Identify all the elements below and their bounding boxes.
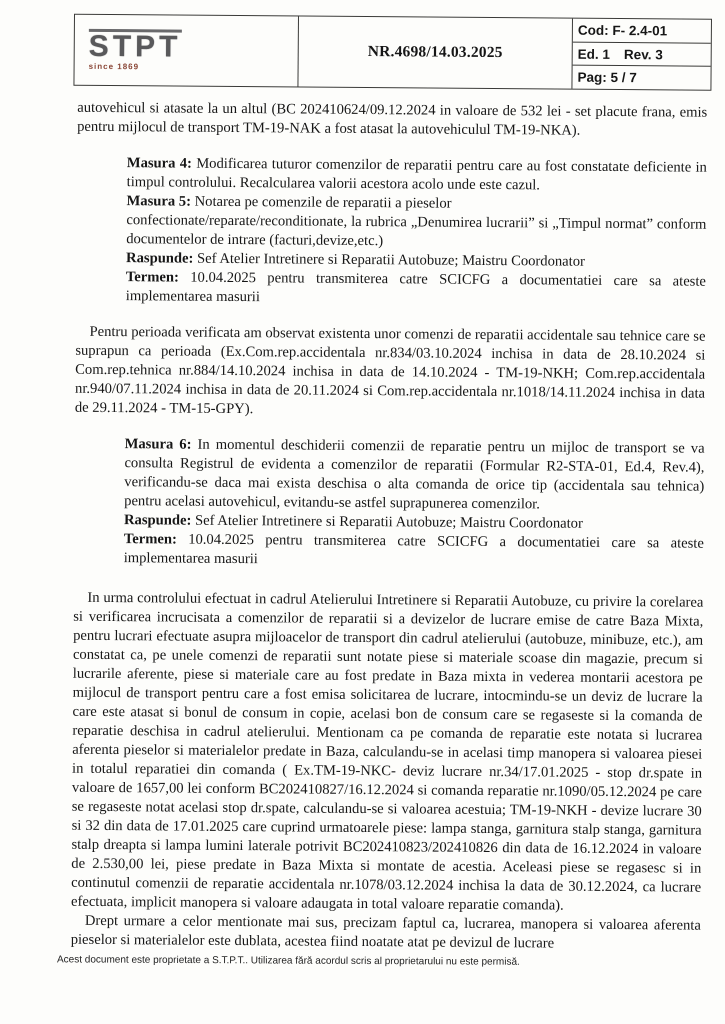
code-pag-value: Pag: 5 / 7 <box>577 69 637 86</box>
footer-disclaimer-text: Acest document este proprietate a S.T.P.T.. Utilizarea fără acordul scris al proprietarului nu este permisă. <box>56 954 520 968</box>
logo-cell <box>74 15 299 87</box>
logo-wordmark: STPT <box>88 29 182 64</box>
paragraph-overlapping-orders: Pentru perioada verificata am observat existenta unor comenzi de reparatii accidentale sau tehnice care se suprapun ca perioada (Ex.Com.rep.accidentala nr.834/03.10.2024 inchisa in data de 28.10.2024 si Com.rep.tehnica nr.884/14.10.2024 inchisa in data de 14.10.2024 - TM-19-NKH; Com.rep.accidentala nr.940/07.11.2024 inchisa in data de 20.11.2024 si Com.rep.accidentala nr.1018/14.11.2024 inchisa in data de 29.11.2024 - TM-15-GPY). <box>74 323 706 418</box>
code-line-cod <box>573 19 711 44</box>
paragraph-continuation: autovehicul si atasate la un altul (BC 202410624/09.12.2024 in valoare de 532 lei - set placute frana, emis pentru mijlocul de transport TM-19-NAK a fost atasat la autovehiculul TM-19-NKA). <box>77 99 708 139</box>
raspunde-text-1: Sef Atelier Intretinere si Reparatii Autobuze; Maistru Coordonator <box>197 250 585 270</box>
masura-6-line <box>124 435 705 516</box>
footer-note <box>57 954 697 968</box>
masura-4-label: Masura 4: <box>126 155 192 172</box>
code-cod-value: Cod: F- 2.4-01 <box>577 22 668 39</box>
masura-4-line <box>127 154 707 197</box>
masura-5-continuation: confectionate/reparate/reconditionate, la rubrica „Denumirea lucrarii” si „Timpul normat” conform documentelor de intrare (facturi,devize,etc.) <box>126 212 707 250</box>
termen-line-1 <box>126 268 706 311</box>
termen-text-1: 10.04.2025 pentru transmiterea catre SCICFG a documentatiei care sa ateste implementarea masurii <box>125 269 706 306</box>
masura-6-text: In momentul deschiderii comenzii de reparatie pentru un mijloc de transport se va consulta Registrul de evidenta a comenzilor de reparatii (Formular R2-STA-01, Ed.4, Rev.4), verificandu-se daca mai exista deschisa o alta comanda de orice tip (accidentala sau tehnica) pentru acelasi autovehicul, evitandu-se astfel suprapunerea comenzilor. <box>124 436 705 513</box>
measures-block-1 <box>126 154 707 311</box>
code-box <box>572 19 711 90</box>
raspunde-label-2: Raspunde: <box>123 512 192 529</box>
measures-block-2 <box>124 435 705 573</box>
masura-5-text: Notarea pe comenzile de reparatii a pieselor <box>194 193 452 212</box>
document-body <box>71 99 708 955</box>
document-number: NR.4698/14.03.2025 <box>367 43 503 62</box>
scanned-content <box>0 13 725 955</box>
code-ed-value: Ed. 1 <box>577 46 611 62</box>
termen-text-2: 10.04.2025 pentru transmiterea catre SCICFG a documentatiei care sa ateste implementarea masurii <box>123 531 704 568</box>
code-line-pag <box>572 66 710 90</box>
termen-line-2 <box>124 530 704 573</box>
masura-4-text: Modificarea tuturor comenzilor de reparatii pentru care au fost constatate deficiente in timpul controlului. Recalcularea valorii acestora acolo unde este cazul. <box>126 155 707 194</box>
paragraph-conclusion: Drept urmare a celor mentionate mai sus, precizam faptul ca, lucrarea, manopera si valoarea aferenta pieselor si materialelor este dublata, acestea fiind noatate atat pe devizul de lucrare <box>70 912 701 952</box>
stpt-logo <box>89 29 182 72</box>
doc-number-cell <box>298 17 573 89</box>
masura-5-label: Masura 5: <box>126 193 192 210</box>
code-line-ed-rev <box>573 42 711 67</box>
raspunde-label-1: Raspunde: <box>126 250 194 267</box>
termen-label-2: Termen: <box>123 531 177 548</box>
paragraph-control-findings: In urma controlului efectuat in cadrul Atelierului Intretinere si Reparatii Autobuze, cu privire la corelarea si verificarea incrucisata a comenzilor de reparatii si a devizelor de lucrare emise de catre Baza Mixta, pentru lucrari efectuate asupra mijloacelor de transport din cadrul atelierului (autobuze, minibuze, etc.), am constatat ca, pe unele comenzi de reparatii sunt notate piese si materiale scoase din magazie, precum si lucrarile aferente, piese si materiale care au fost predate in Baza mixta in vederea montarii acestora pe mijlocul de transport pentru care a fost emisa solicitarea de lucrare, intocmindu-se un deviz de lucrare la care este atasat si bonul de consum in copie, acelasi bon de consum care se regaseste si la comanda de reparatie deschisa in cadrul atelierului. Mentionam ca pe comanda de reparatie este notata si lucrarea aferenta pieselor si materialelor predate in Baza, calculandu-se in acelasi timp manopera si valoarea piesei in totalul reparatiei din comanda ( Ex.TM-19-NKC- deviz lucrare nr.34/17.01.2025 - stop dr.spate in valoare de 1657,00 lei conform BC202410827/16.12.2024 si comanda reparatie nr.1090/05.12.2024 pe care se regaseste notat acelasi stop dr.spate, calculandu-se si valoarea acestuia; TM-19-NKH - devize lucrare 30 si 32 din data de 17.01.2025 care cuprind urmatoarele piese: lampa stanga, garnitura stalp stanga, garnitura stalp dreapta si lampa lumini laterale potrivit BC202410823/202410826 din data de 16.12.2024 in valoare de 2.530,00 lei, piese predate in Baza Mixta si montate de acestia. Aceleasi piese se regasesc si in continutul comenzii de reparatie accidentala nr.1078/03.12.2024 inchisa la data de 30.12.2024, ca lucrare efectuata, implicit manopera si valoare adaugata in total valoare reparatie comanda). <box>70 589 704 914</box>
header-table <box>73 14 712 91</box>
termen-label-1: Termen: <box>125 269 179 286</box>
raspunde-text-2: Sef Atelier Intretinere si Reparatii Autobuze; Maistru Coordonator <box>194 512 583 532</box>
code-rev-value: Rev. 3 <box>623 46 663 62</box>
masura-6-label: Masura 6: <box>124 436 192 453</box>
logo-tagline: since 1869 <box>88 61 140 72</box>
